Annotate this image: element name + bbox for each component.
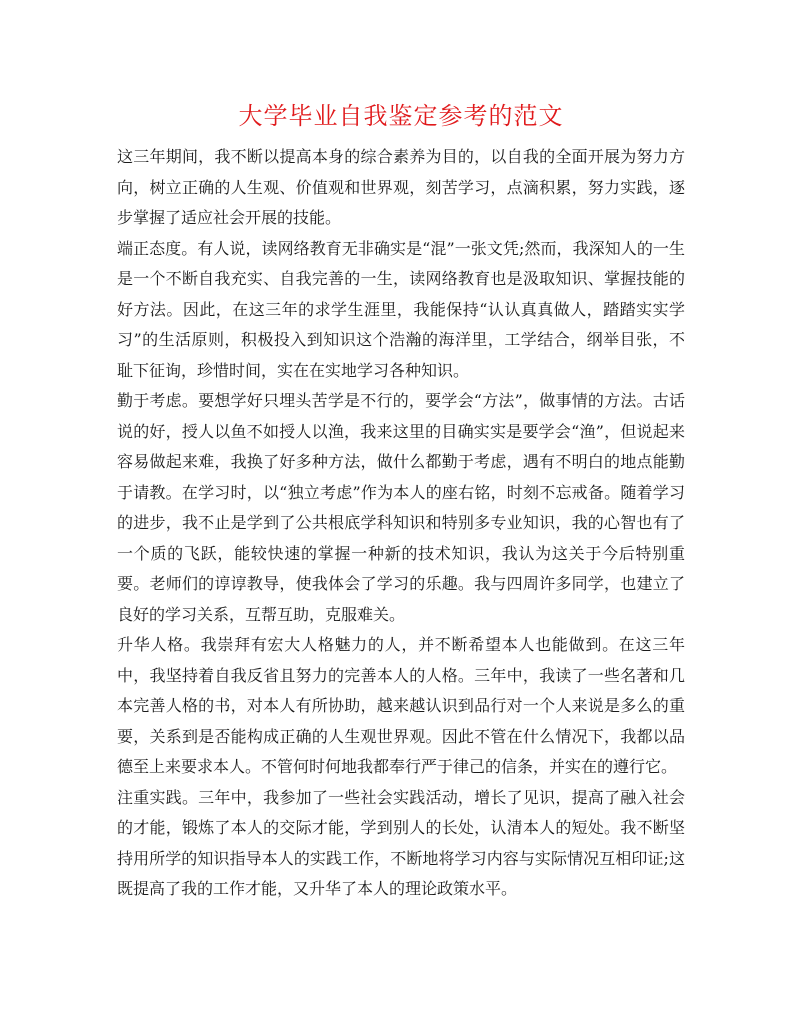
paragraph-thinking: 勤于考虑。要想学好只埋头苦学是不行的，要学会“方法”，做事情的方法。古话说的好，授人以鱼不如授人以渔，我来这里的目确实实是要学会“渔”，但说起来容易做起来难，我换了好多种方法，做什么都勤于考虑，遇有不明白的地点能勤于请教。在学习时，以“独立考虑”作为本人的座右铭，时刻不忘戒备。随着学习的进步，我不止是学到了公共根底学科知识和特别多专业知识，我的心智也有了一个质的飞跃，能较快速的掌握一种新的技术知识，我认为这关于今后特别重要。老师们的谆谆教导，使我体会了学习的乐趣。我与四周许多同学，也建立了良好的学习关系，互帮互助，克服难关。 <box>117 391 685 624</box>
paragraph-practice: 注重实践。三年中，我参加了一些社会实践活动，增长了见识，提高了融入社会的才能，锻炼了本人的交际才能，学到别人的长处，认清本人的短处。我不断坚持用所学的知识指导本人的实践工作，不断地将学习内容与实际情况互相印证;这既提高了我的工作才能，又升华了本人的理论政策水平。 <box>117 787 685 898</box>
paragraph-character: 升华人格。我崇拜有宏大人格魅力的人，并不断希望本人也能做到。在这三年中，我坚持着自我反省且努力的完善本人的人格。三年中，我读了一些名著和几本完善人格的书，对本人有所协助，越来越认识到品行对一个人来说是多么的重要，关系到是否能构成正确的人生观世界观。因此不管在什么情况下，我都以品德至上来要求本人。不管何时何地我都奉行严于律己的信条，并实在的遵行它。 <box>117 635 685 776</box>
document-title: 大学毕业自我鉴定参考的范文 <box>238 102 564 130</box>
document-page <box>117 96 685 905</box>
paragraph-intro: 这三年期间，我不断以提高本身的综合素养为目的，以自我的全面开展为努力方向，树立正确的人生观、价值观和世界观，刻苦学习，点滴积累，努力实践，逐步掌握了适应社会开展的技能。 <box>117 147 685 227</box>
paragraph-attitude: 端正态度。有人说，读网络教育无非确实是“混”一张文凭;然而，我深知人的一生是一个不断自我充实、自我完善的一生，读网络教育也是汲取知识、掌握技能的好方法。因此，在这三年的求学生涯里，我能保持“认认真真做人，踏踏实实学习”的生活原则，积极投入到知识这个浩瀚的海洋里，工学结合，纲举目张，不耻下征询，珍惜时间，实在在实地学习各种知识。 <box>117 238 685 380</box>
